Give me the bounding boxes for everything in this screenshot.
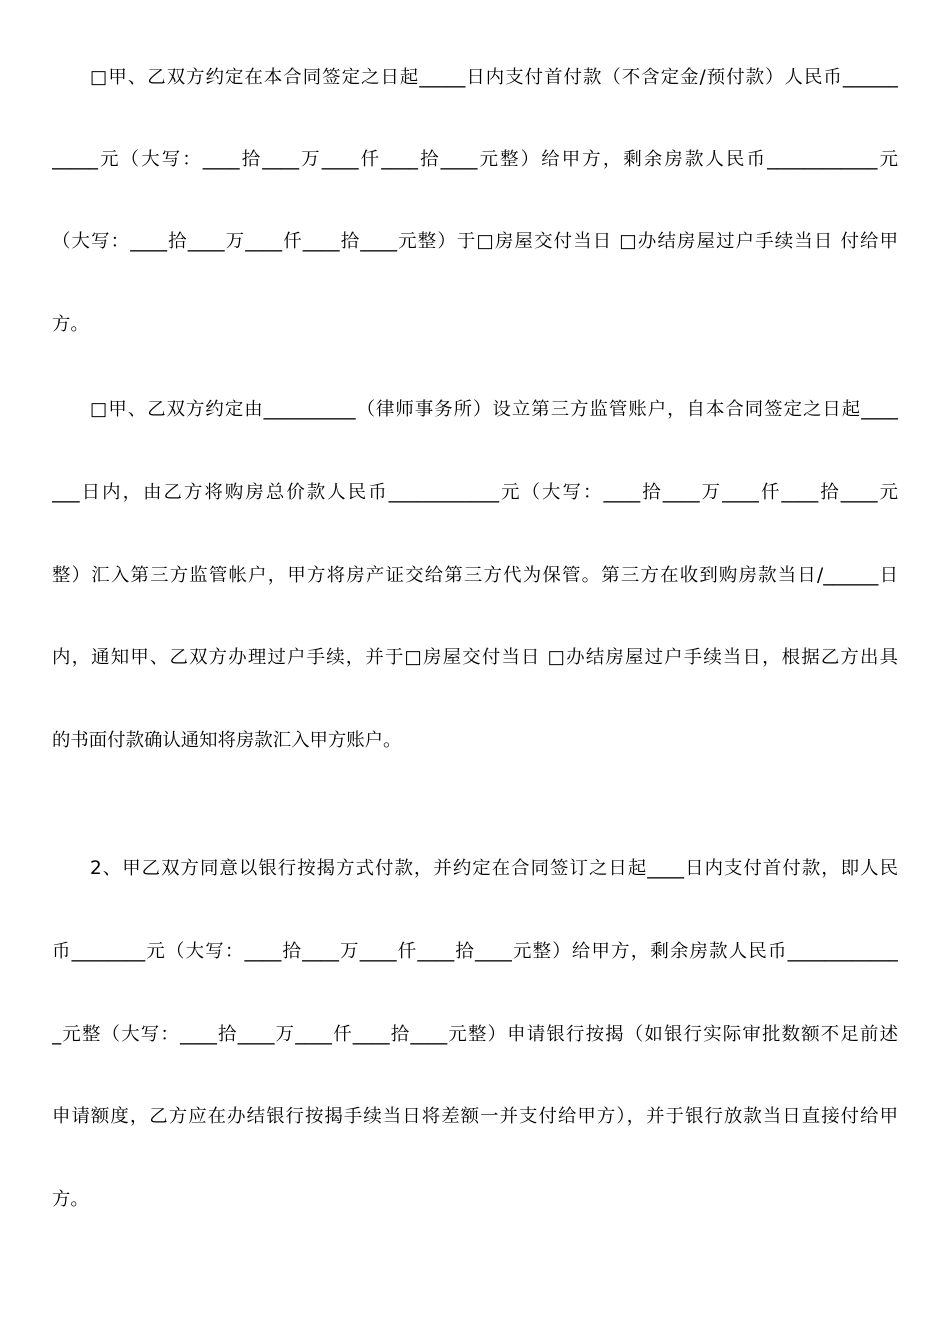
- text-line: ___日内，由乙方将购房总价款人民币____________元（大写：____拾____万____仟____拾____元: [52, 482, 898, 503]
- text-line: 申请额度，乙方应在办结银行按揭手续当日将差额一并支付给甲方），并于银行放款当日直接付给甲: [52, 1106, 898, 1127]
- text-line: 的书面付款确认通知将房款汇入甲方账户。: [52, 730, 402, 751]
- text-line: 方。: [52, 314, 89, 335]
- text-line: □甲、乙双方约定在本合同签定之日起_____日内支付首付款（不含定金/预付款）人民币______: [90, 67, 898, 88]
- text-line: 2、甲乙双方同意以银行按揭方式付款，并约定在合同签订之日起____日内支付首付款，即人民: [90, 858, 898, 879]
- text-line: 整）汇入第三方监管帐户，甲方将房产证交给第三方代为保管。第三方在收到购房款当日/______日: [52, 565, 898, 586]
- text-line: _元整（大写：____拾____万____仟____拾____元整）申请银行按揭（如银行实际审批数额不足前述: [52, 1024, 898, 1045]
- text-line: _____元（大写：____拾____万____仟____拾____元整）给甲方，剩余房款人民币____________元: [52, 149, 898, 170]
- text-line: （大写：____拾____万____仟____拾____元整）于□房屋交付当日 □办结房屋过户手续当日 付给甲: [52, 231, 898, 252]
- text-line: □甲、乙双方约定由__________（律师事务所）设立第三方监管账户，自本合同签定之日起____: [90, 399, 898, 420]
- text-line: 方。: [52, 1189, 89, 1210]
- text-line: 币________元（大写：____拾____万____仟____拾____元整）给甲方，剩余房款人民币____________: [52, 941, 898, 962]
- text-line: 内，通知甲、乙双方办理过户手续，并于□房屋交付当日 □办结房屋过户手续当日，根据乙方出具: [52, 647, 898, 668]
